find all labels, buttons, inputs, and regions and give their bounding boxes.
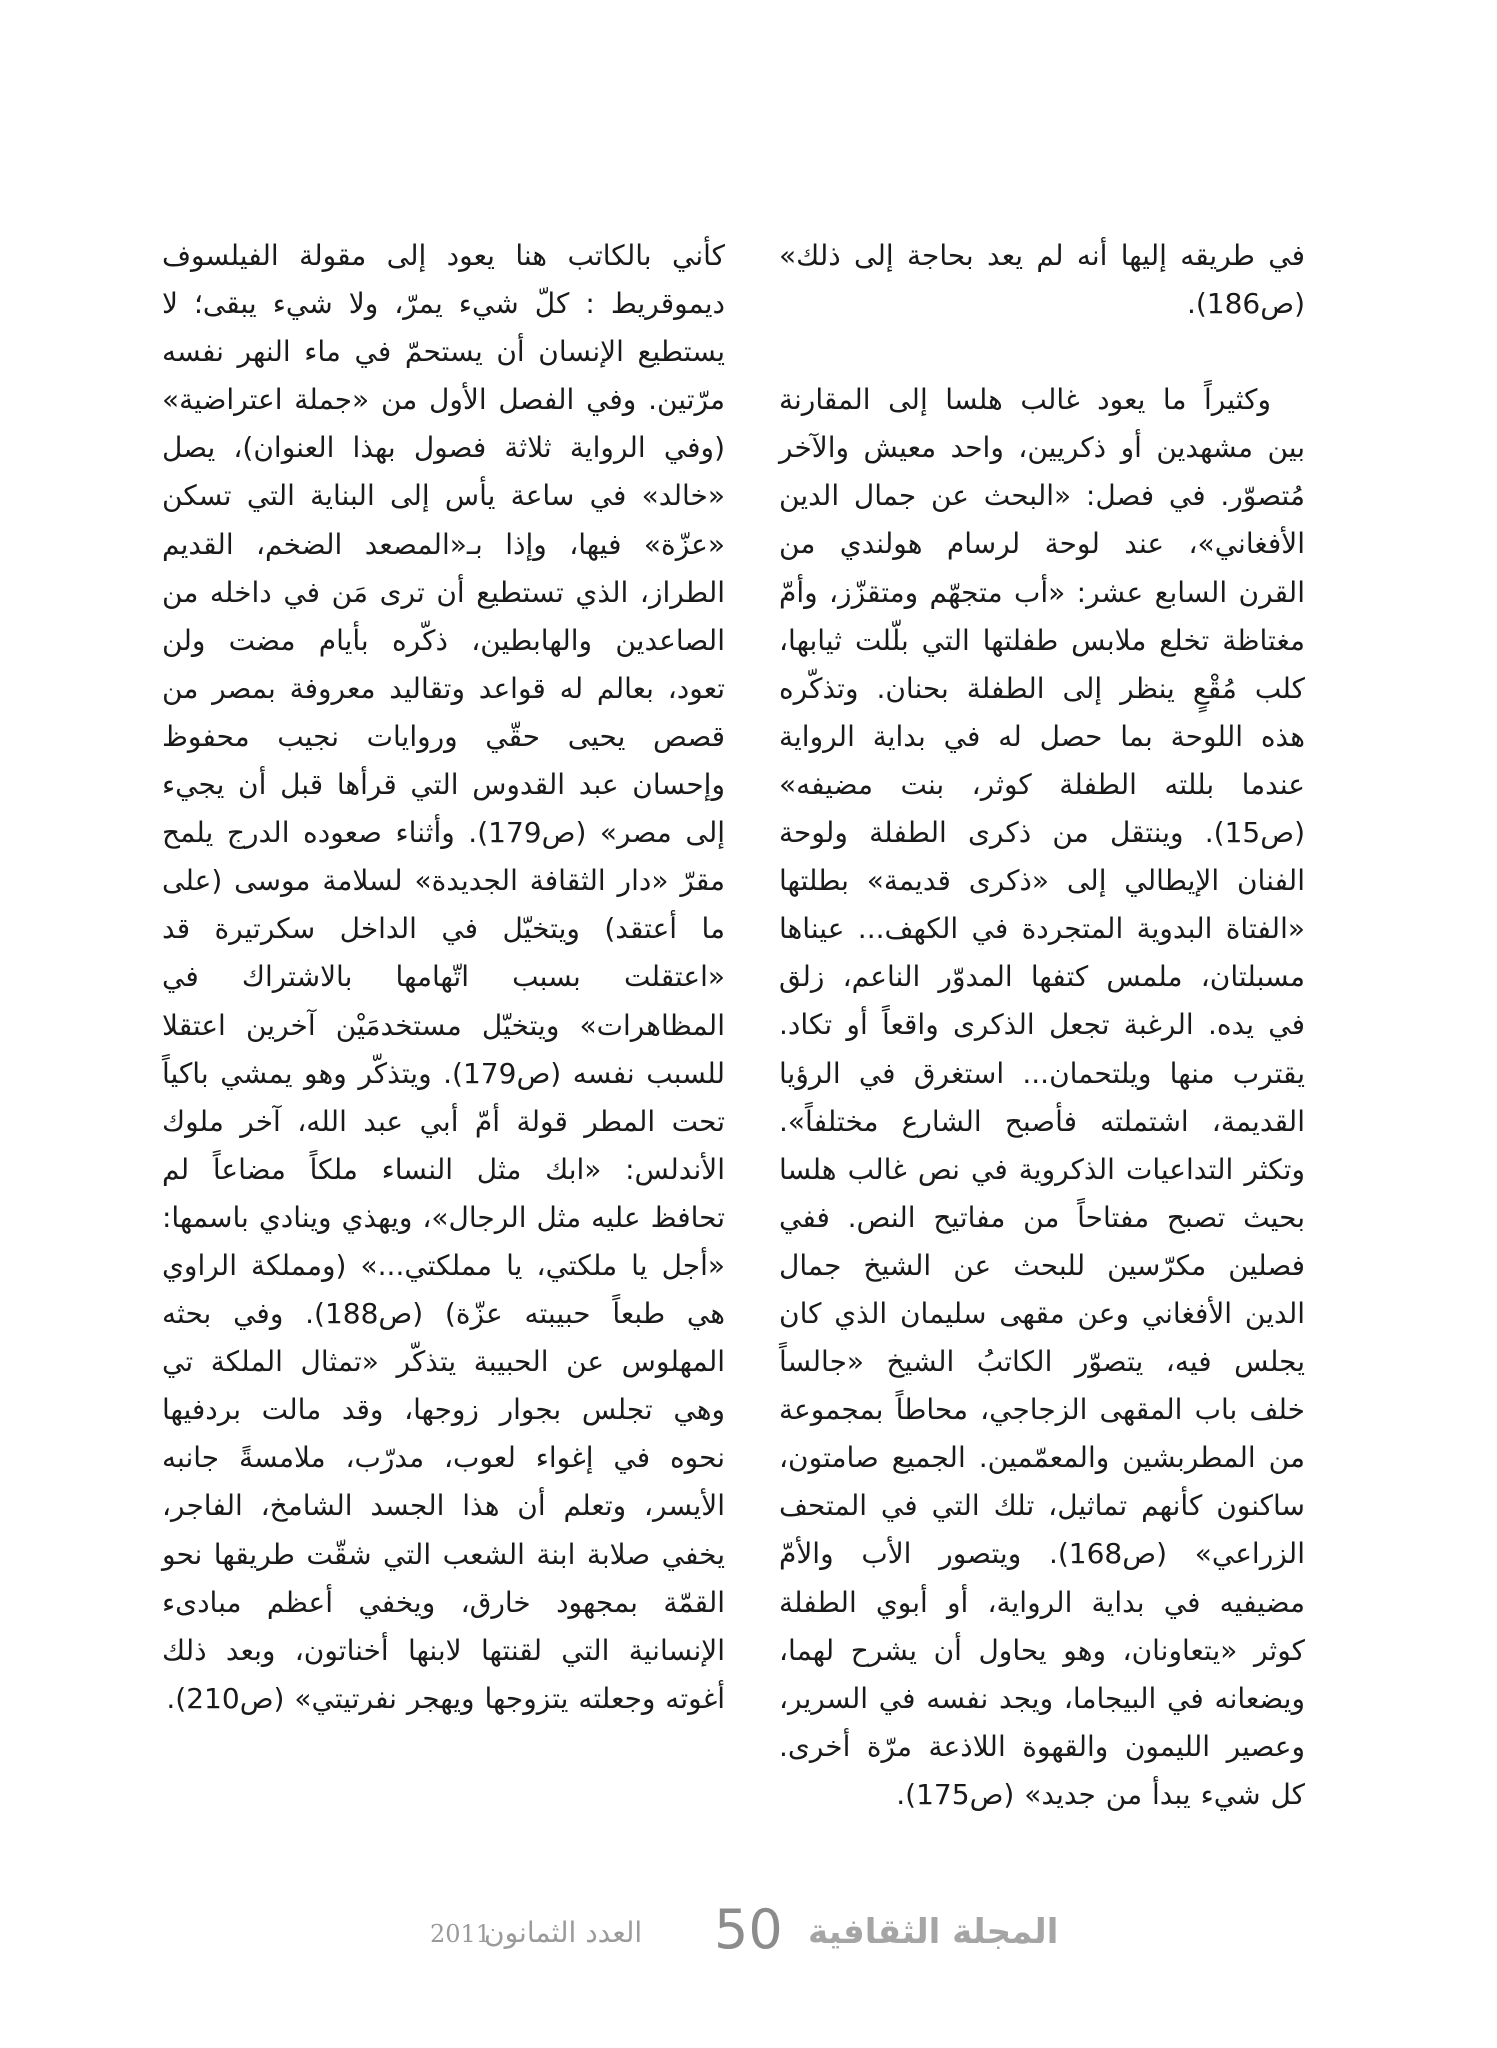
footer-issue: العدد الثمانون — [484, 1916, 643, 1949]
paragraph: وكثيراً ما يعود غالب هلسا إلى المقارنة بين مشهدين أو ذكريين، واحد معيش والآخر مُتصوّر. في فصل: «البحث عن جمال الدين الأفغاني»، عند لوحة لرسام هولندي من القرن السابع عشر: «أب متجهّم ومتقزّز، وأمّ مغتاظة تخلع ملابس طفلتها التي بلّلت ثيابها، كلب مُقْعٍ ينظر إلى الطفلة بحنان. وتذكّره هذه اللوحة بما حصل له في بداية الرواية عندما بللته الطفلة كوثر، بنت مضيفه» (ص15). وينتقل من ذكرى الطفلة ولوحة الفنان الإيطالي إلى «ذكرى قديمة» بطلتها «الفتاة البدوية المتجردة في الكهف... عيناها مسبلتان، ملمس كتفها المدوّر الناعم، زلق في يده. الرغبة تجعل الذكرى واقعاً أو تكاد. يقترب منها ويلتحمان... استغرق في الرؤيا القديمة، اشتملته فأصبح الشارع مختلفاً». وتكثر التداعيات الذكروية في نص غالب هلسا بحيث تصبح مفتاحاً من مفاتيح النص. ففي فصلين مكرّسين للبحث عن الشيخ جمال الدين الأفغاني وعن مقهى سليمان الذي كان يجلس فيه، يتصوّر الكاتبُ الشيخ «جالساً خلف باب المقهى الزجاجي، محاطاً بمجموعة من المطربشين والمعمّمين. الجميع صامتون، ساكنون كأنهم تماثيل، تلك التي في المتحف الزراعي» (ص168). ويتصور الأب والأمّ مضيفيه في بداية الرواية، أو أبوي الطفلة كوثر «يتعاونان، وهو يحاول أن يشرح لهما، ويضعانه في البيجاما، ويجد نفسه في السرير، وعصير الليمون والقهوة اللاذعة مرّة أخرى. كل شيء يبدأ من جديد» (ص175). — [779, 383, 1305, 1811]
paragraph: في طريقه إليها أنه لم يعد بحاجة إلى ذلك» (ص186). — [779, 239, 1305, 321]
article-column-right — [779, 232, 1305, 1819]
magazine-name: المجلة الثقافية — [808, 1912, 1059, 1952]
article-column-left — [162, 232, 725, 1723]
footer-year: 2011 — [430, 1920, 492, 1948]
paragraph: كأني بالكاتب هنا يعود إلى مقولة الفيلسوف ديموقريط : كلّ شيء يمرّ، ولا شيء يبقى؛ لا يستطيع الإنسان أن يستحمّ في ماء النهر نفسه مرّتين. وفي الفصل الأول من «جملة اعتراضية» (وفي الرواية ثلاثة فصول بهذا العنوان)، يصل «خالد» في ساعة يأس إلى البناية التي تسكن «عزّة» فيها، وإذا بـ«المصعد الضخم، القديم الطراز، الذي تستطيع أن ترى مَن في داخله من الصاعدين والهابطين، ذكّره بأيام مضت ولن تعود، بعالم له قواعد وتقاليد معروفة بمصر من قصص يحيى حقّي وروايات نجيب محفوظ وإحسان عبد القدوس التي قرأها قبل أن يجيء إلى مصر» (ص179). وأثناء صعوده الدرج يلمح مقرّ «دار الثقافة الجديدة» لسلامة موسى (على ما أعتقد) ويتخيّل في الداخل سكرتيرة قد «اعتقلت بسبب اتّهامها بالاشتراك في المظاهرات» ويتخيّل مستخدمَيْن آخرين اعتقلا للسبب نفسه (ص179). ويتذكّر وهو يمشي باكياً تحت المطر قولة أمّ أبي عبد الله، آخر ملوك الأندلس: «ابك مثل النساء ملكاً مضاعاً لم تحافظ عليه مثل الرجال»، ويهذي وينادي باسمها: «أجل يا ملكتي، يا مملكتي...» (ومملكة الراوي هي طبعاً حبيبته عزّة) (ص188). وفي بحثه المهلوس عن الحبيبة يتذكّر «تمثال الملكة تي وهي تجلس بجوار زوجها، وقد مالت بردفيها نحوه في إغواء لعوب، مدرّب، ملامسةً جانبه الأيسر، وتعلم أن هذا الجسد الشامخ، الفاجر، يخفي صلابة ابنة الشعب التي شقّت طريقها نحو القمّة بمجهود خارق، ويخفي أعظم مبادىء الإنسانية التي لقنتها لابنها أخناتون، وبعد ذلك أغوته وجعلته يتزوجها ويهجر نفرتيتي» (ص210). — [162, 239, 726, 1715]
page-footer — [0, 1898, 1497, 1966]
page-number: 50 — [714, 1898, 783, 1961]
